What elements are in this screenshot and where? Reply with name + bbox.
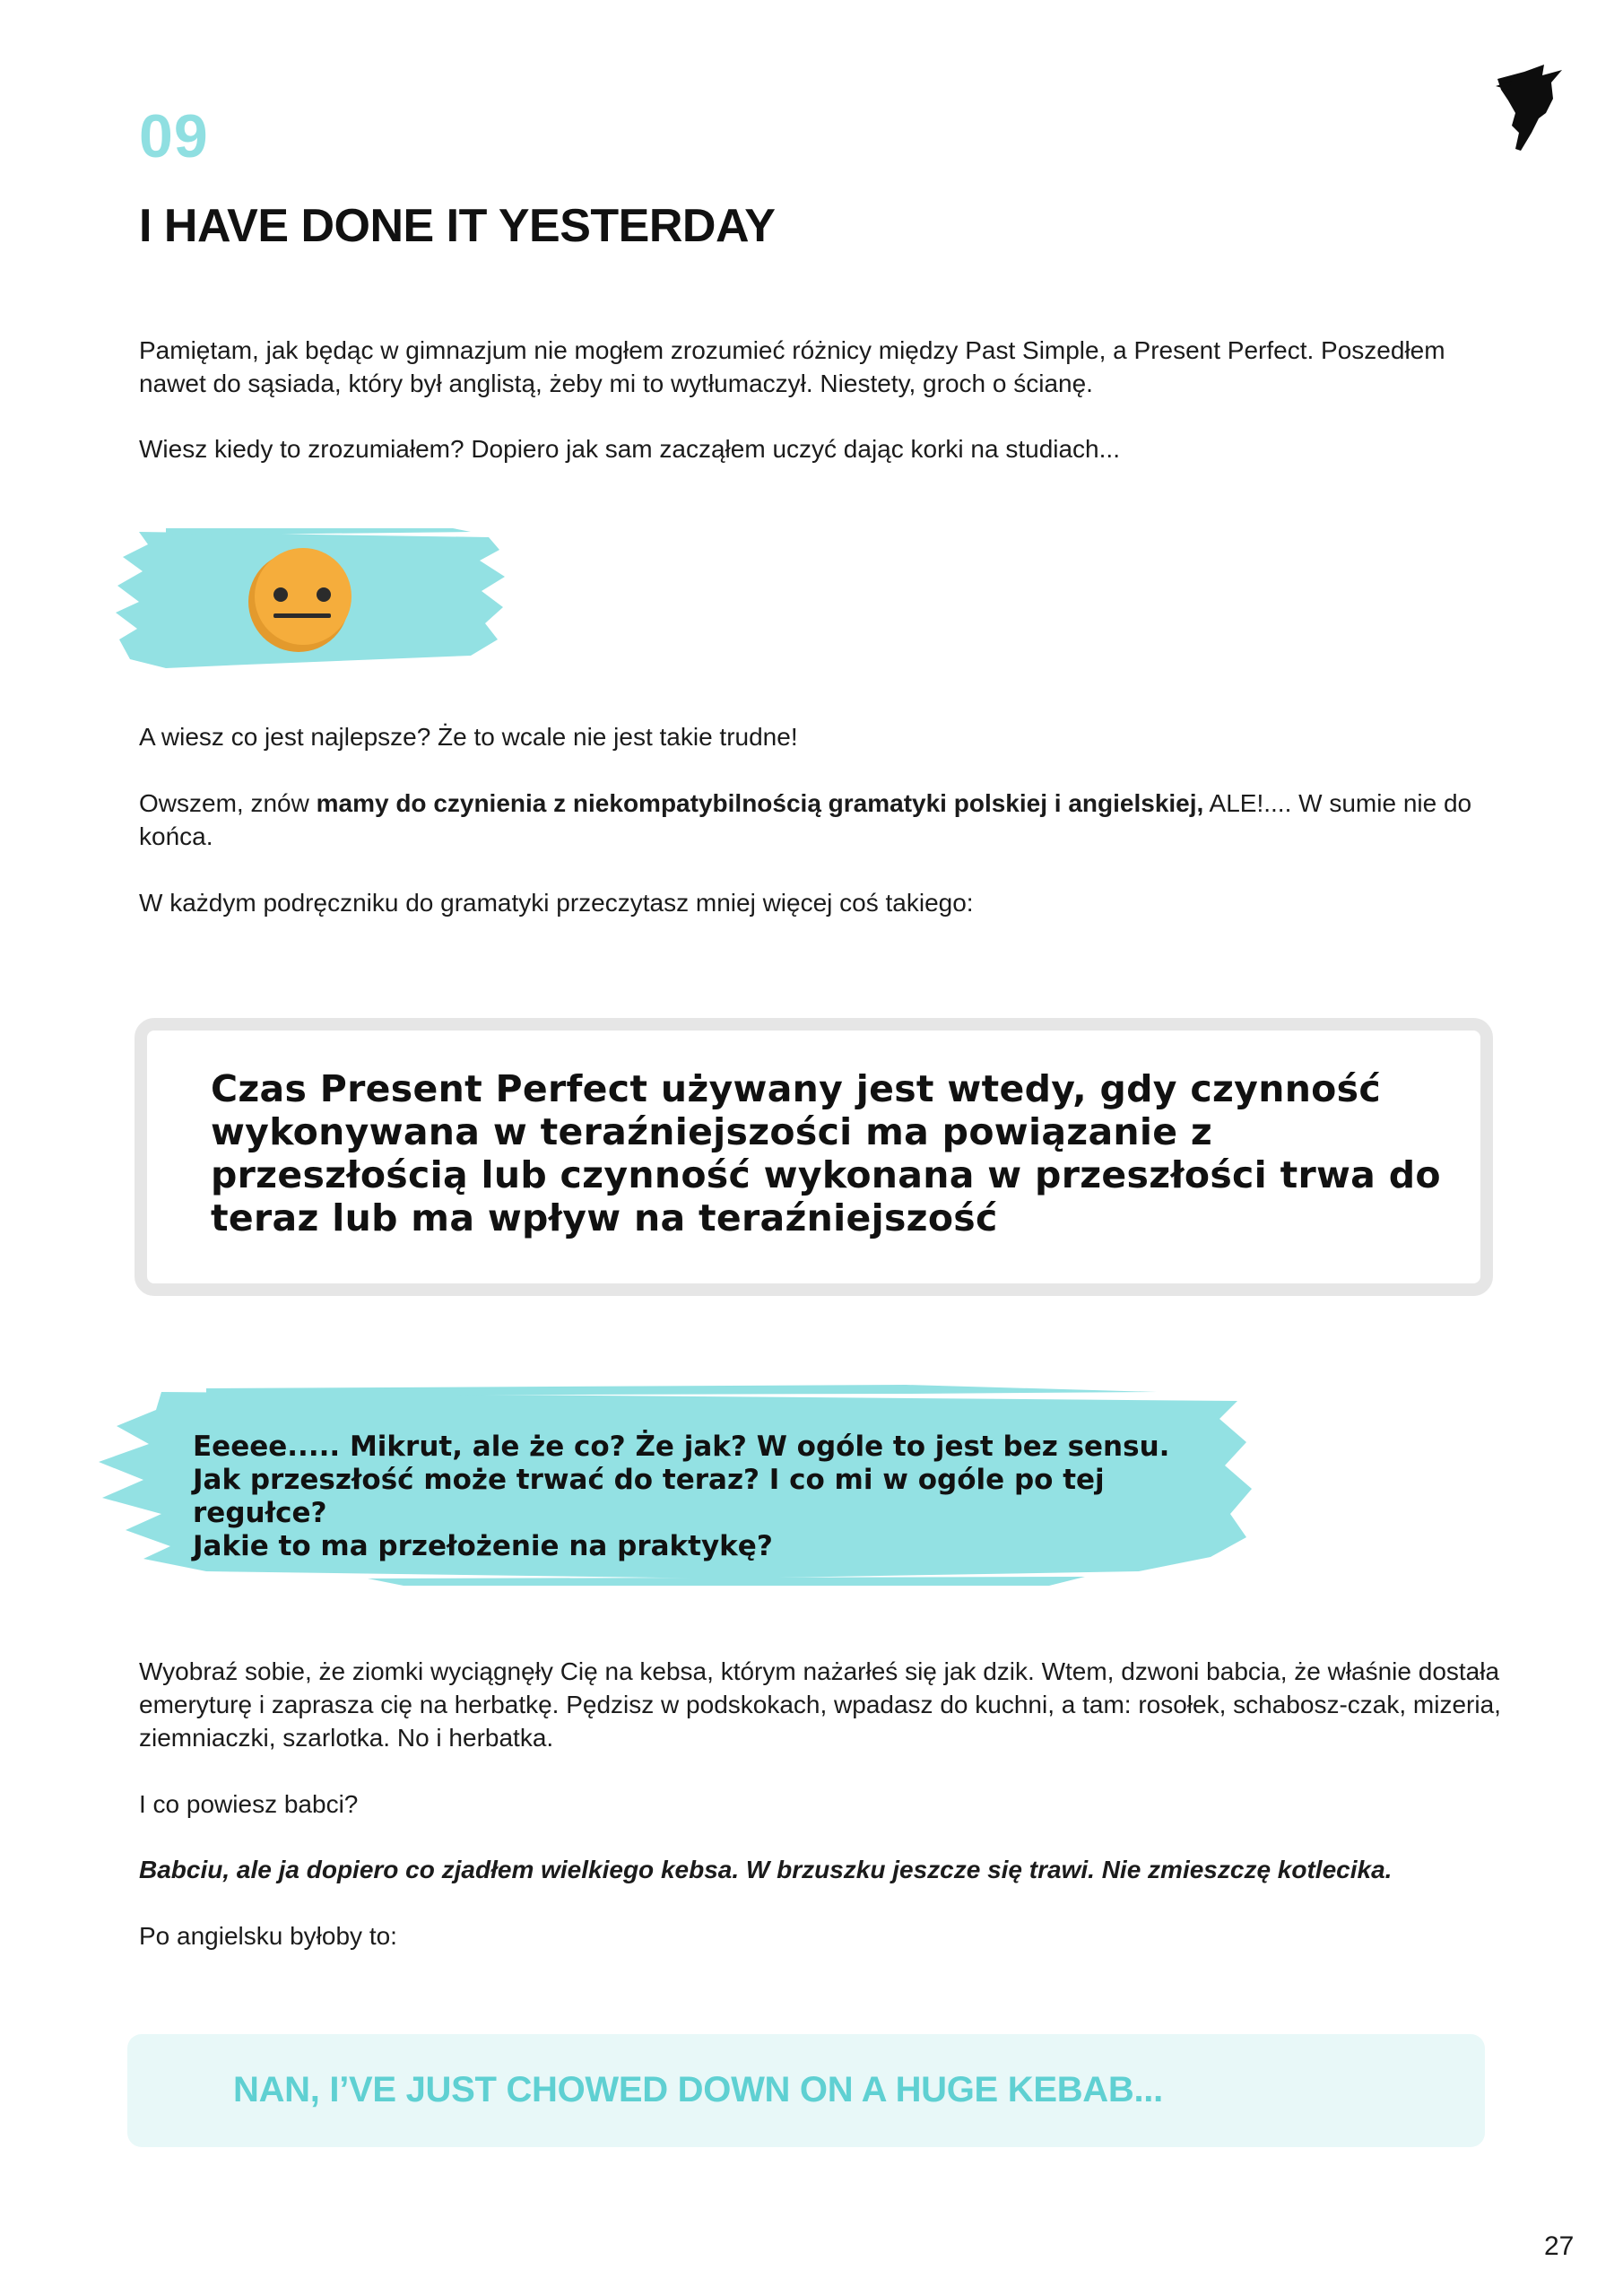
- paragraph-when: Wiesz kiedy to zrozumiałem? Dopiero jak sam zacząłem uczyć dając korki na studiach...: [139, 435, 1120, 463]
- paragraph-story: Wyobraź sobie, że ziomki wyciągnęły Cię na kebsa, którym nażarłeś się jak dzik. Wtem, dzwoni babcia, że właśnie dostała emeryturę i zaprasza cię na herbatkę. Pędzisz w podskokach, wpadasz do kuchni, a tam: rosołek, schabosz-czak, mizeria, ziemniaczki, szarlotka. No i herbatka.: [139, 1657, 1501, 1752]
- definition-quote-text: Czas Present Perfect używany jest wtedy, gdy czynność wykonywana w teraźniejszości ma powiązanie z przeszłością lub czynność wykonana w przeszłości trwa do teraz lub ma wpływ na teraźniejszość: [211, 1067, 1441, 1239]
- paragraph-incompatibility-end: ALE!.... W sumie nie do końca.: [139, 789, 1472, 850]
- chapter-title: I HAVE DONE IT YESTERDAY: [139, 200, 776, 252]
- bird-logo-icon: [1488, 63, 1569, 161]
- paragraph-incompatibility: [139, 787, 1502, 853]
- reaction-text: [193, 1431, 1224, 1563]
- reaction-line-2: Jak przeszłość może trwać do teraz? I co mi w ogóle po tej regułce?: [193, 1464, 1105, 1529]
- paragraph-intro: Pamiętam, jak będąc w gimnazjum nie mogłem zrozumieć różnicy między Past Simple, a Present Perfect. Poszedłem nawet do sąsiada, który był anglistą, żeby mi to wytłumaczył. Niestety, groch o ścianę.: [139, 336, 1445, 397]
- paragraph-in-english: Po angielsku byłoby to:: [139, 1922, 397, 1950]
- paragraph-incompatibility-start: Owszem, znów: [139, 789, 317, 817]
- paragraph-best: A wiesz co jest najlepsze? Że to wcale nie jest takie trudne!: [139, 723, 798, 751]
- reaction-line-3: Jakie to ma przełożenie na praktykę?: [193, 1530, 773, 1562]
- chapter-number: 09: [139, 102, 209, 170]
- reaction-line-1: Eeeee..... Mikrut, ale że co? Że jak? W ogóle to jest bez sensu.: [193, 1431, 1170, 1463]
- paragraph-question: I co powiesz babci?: [139, 1790, 359, 1818]
- page-number: 27: [1544, 2231, 1575, 2261]
- english-answer-text: NAN, I’VE JUST CHOWED DOWN ON A HUGE KEBAB...: [233, 2070, 1163, 2109]
- paragraph-incompatibility-bold: mamy do czynienia z niekompatybilnością gramatyki polskiej i angielskiej,: [316, 789, 1204, 817]
- paragraph-textbook: W każdym podręczniku do gramatyki przeczytasz mniej więcej coś takiego:: [139, 889, 974, 917]
- paragraph-grandma-reply: Babciu, ale ja dopiero co zjadłem wielkiego kebsa. W brzuszku jeszcze się trawi. Nie zmieszczę kotlecika.: [139, 1856, 1393, 1883]
- brush-stroke-emoji-banner: [112, 525, 507, 673]
